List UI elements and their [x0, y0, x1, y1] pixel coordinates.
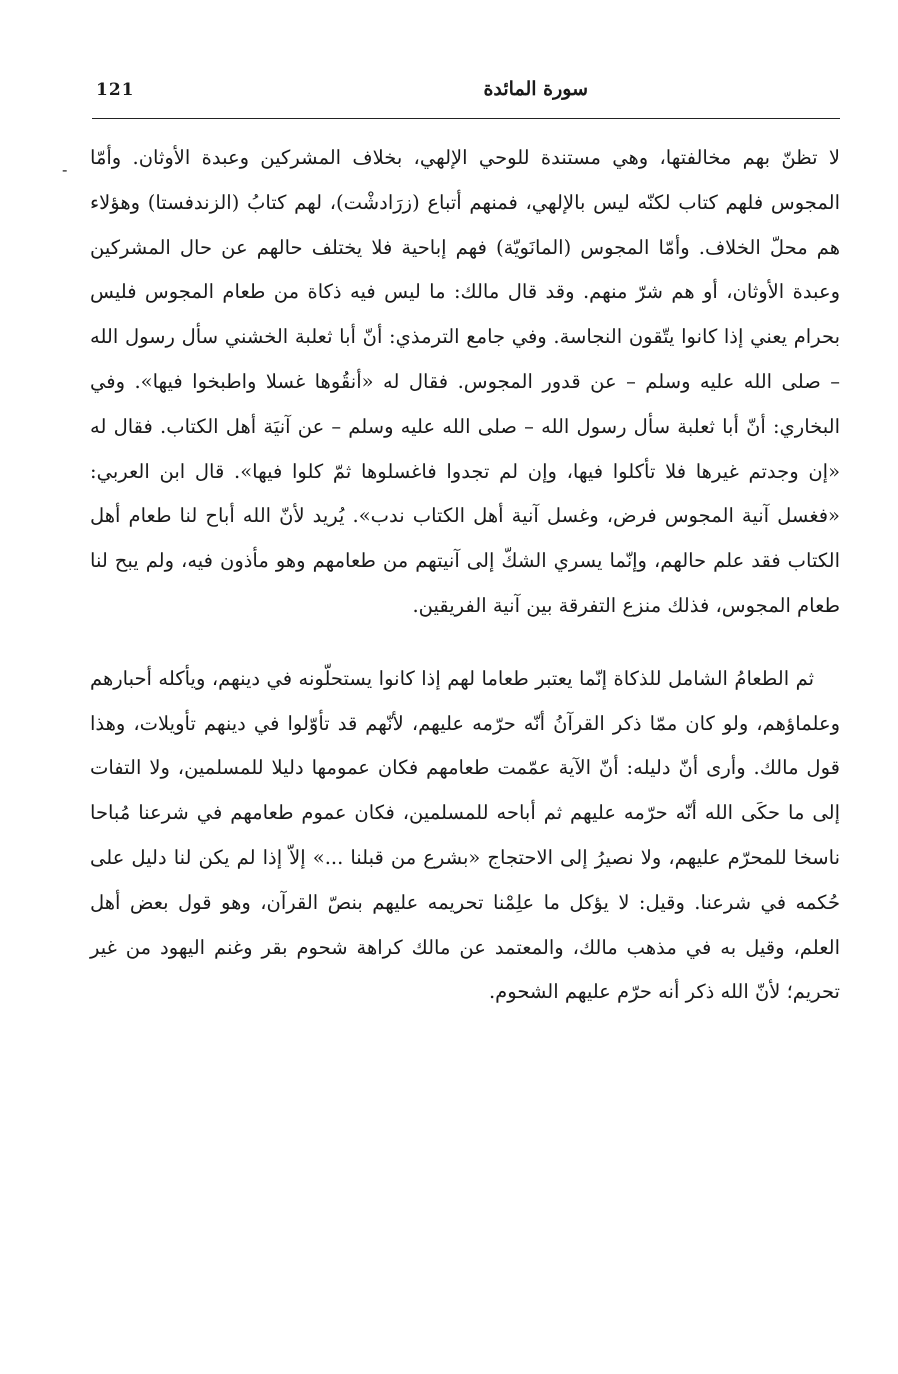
running-title: سورة المائدة	[483, 78, 588, 100]
paragraph-gap	[90, 629, 840, 657]
paragraph-2-text: ثم الطعامُ الشامل للذكاة إنّما يعتبر طعاما لهم إذا كانوا يستحلّونه في دينهم، ويأكله أحبارهم وعلماؤهم، ولو كان ممّا ذكر القرآنُ أنّه حرّمه عليهم، لأنّهم قد تأوّلوا في دينهم تأويلات، وهذا قول مالك. وأرى أنّ دليله: أنّ الآية عمّمت طعامهم فكان عمومها دليلا للمسلمين، ولا التفات إلى ما حكَى الله أنّه حرّمه عليهم ثم أباحه للمسلمين، فكان عموم طعامهم في شرعنا مُباحا ناسخا للمحرّم عليهم، ولا نصيرُ إلى الاحتجاج «بشرع من قبلنا ...» إلاّ إذا لم يكن لنا دليل على حُكمه في شرعنا. وقيل: لا يؤكل ما علِمْنا تحريمه عليهم بنصّ القرآن، وهو قول بعض أهل العلم، وقيل به في مذهب مالك، والمعتمد عن مالك كراهة شحوم بقر وغنم اليهود من غير تحريم؛ لأنّ الله ذكر أنه حرّم عليهم الشحوم.	[90, 666, 841, 1004]
header-divider	[92, 118, 840, 119]
margin-mark: -	[62, 160, 68, 179]
page-header	[92, 78, 838, 114]
page-number: 121	[96, 80, 135, 100]
paragraph-2	[90, 657, 840, 1015]
body-text	[90, 136, 840, 1015]
paragraph-1: لا تظنّ بهم مخالفتها، وهي مستندة للوحي الإلهي، بخلاف المشركين وعبدة الأوثان. وأمّا المجوس فلهم كتاب لكنّه ليس بالإلهي، فمنهم أتباع (زرَادشْت)، لهم كتابُ (الزندفستا) وهؤلاء هم محلّ الخلاف. وأمّا المجوس (المانَويّة) فهم إباحية فلا يختلف حالهم عن حال المشركين وعبدة الأوثان، أو هم شرّ منهم. وقد قال مالك: ما ليس فيه ذكاة من طعام المجوس فليس بحرام يعني إذا كانوا يتّقون النجاسة. وفي جامع الترمذي: أنّ أبا ثعلبة الخشني سأل رسول الله – صلى الله عليه وسلم – عن قدور المجوس. فقال له «أنقُوها غسلا واطبخوا فيها». وفي البخاري: أنّ أبا ثعلبة سأل رسول الله – صلى الله عليه وسلم – عن آنيَة أهل الكتاب. فقال له «إن وجدتم غيرها فلا تأكلوا فيها، وإن لم تجدوا فاغسلوها ثمّ كلوا فيها». قال ابن العربي: «فغسل آنية المجوس فرض، وغسل آنية أهل الكتاب ندب». يُريد لأنّ الله أباح لنا طعام أهل الكتاب فقد علم حالهم، وإنّما يسري الشكّ إلى آنيتهم من طعامهم وهو مأذون فيه، ولم يبح لنا طعام المجوس، فذلك منزع التفرقة بين آنية الفريقين.	[90, 146, 840, 617]
